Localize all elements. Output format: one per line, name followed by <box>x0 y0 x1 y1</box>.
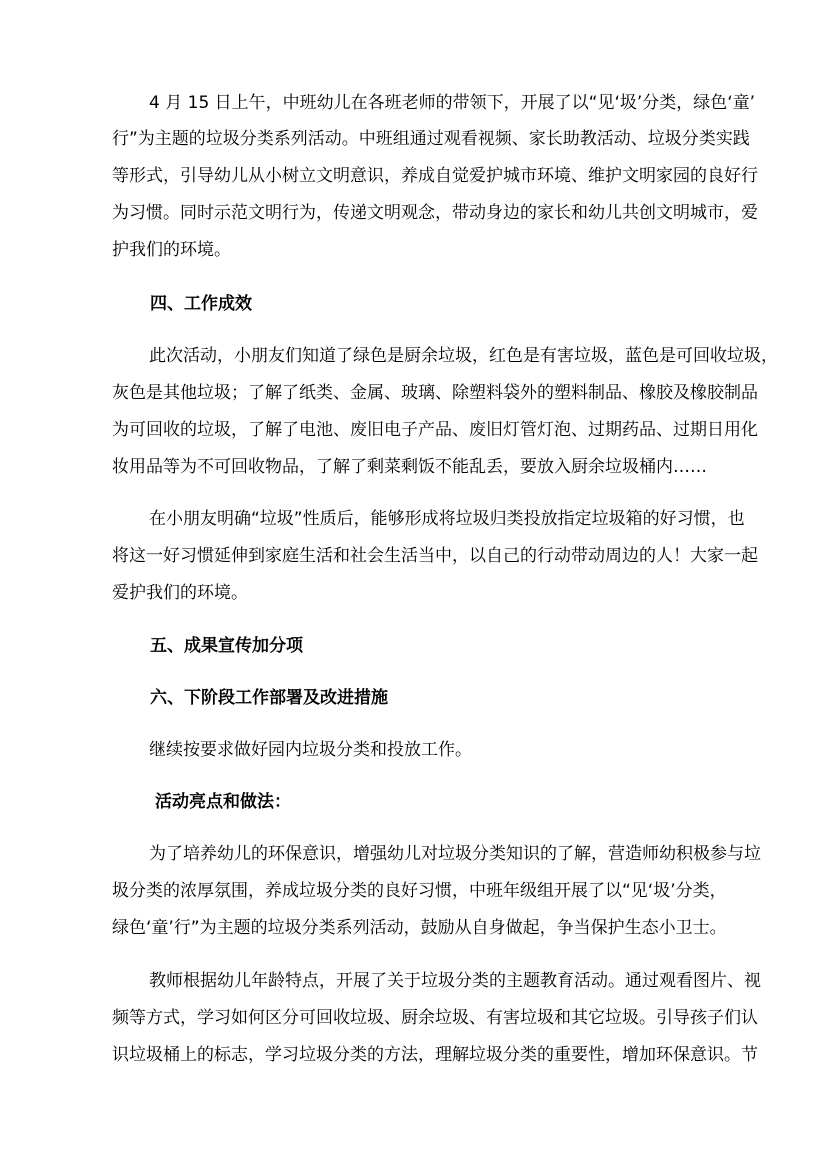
paragraph-line: 4 月 15 日上午，中班幼儿在各班老师的带领下，开展了以“见‘圾’分类，绿色‘童’ <box>149 93 756 113</box>
paragraph-line: 此次活动，小朋友们知道了绿色是厨余垃圾，红色是有害垃圾，蓝色是可回收垃圾， <box>149 346 778 366</box>
section-heading-publicity: 五、成果宣传加分项 <box>150 636 303 656</box>
paragraph-line: 识垃圾桶上的标志，学习垃圾分类的方法，理解垃圾分类的重要性，增加环保意识。节 <box>112 1045 758 1065</box>
paragraph-line: 为习惯。同时示范文明行为，传递文明观念，带动身边的家长和幼儿共创文明城市，爱 <box>112 203 758 223</box>
paragraph-line: 将这一好习惯延伸到家庭生活和社会生活当中，以自己的行动带动周边的人！大家一起 <box>112 546 758 566</box>
section-heading-next-steps: 六、下阶段工作部署及改进措施 <box>150 688 388 708</box>
paragraph-line: 爱护我们的环境。 <box>112 583 248 603</box>
paragraph-line: 灰色是其他垃圾；了解了纸类、金属、玻璃、除塑料袋外的塑料制品、橡胶及橡胶制品 <box>112 383 758 403</box>
paragraph-line: 妆用品等为不可回收物品，了解了剩菜剩饭不能乱丢，要放入厨余垃圾桶内…… <box>112 457 707 477</box>
paragraph-line: 继续按要求做好园内垃圾分类和投放工作。 <box>149 740 472 760</box>
section-heading-results: 四、工作成效 <box>150 294 252 314</box>
paragraph-line: 频等方式，学习如何区分可回收垃圾、厨余垃圾、有害垃圾和其它垃圾。引导孩子们认 <box>112 1008 758 1028</box>
paragraph-line: 等形式，引导幼儿从小树立文明意识，养成自觉爱护城市环境、维护文明家园的良好行 <box>112 166 758 186</box>
paragraph-line: 在小朋友明确“垃圾”性质后，能够形成将垃圾归类投放指定垃圾箱的好习惯，也 <box>149 509 745 529</box>
paragraph-line: 行”为主题的垃圾分类系列活动。中班组通过观看视频、家长助教活动、垃圾分类实践 <box>112 129 750 149</box>
paragraph-line: 为可回收的垃圾，了解了电池、废旧电子产品、废旧灯管灯泡、过期药品、过期日用化 <box>112 420 758 440</box>
paragraph-line: 绿色‘童’行”为主题的垃圾分类系列活动，鼓励从自身做起，争当保护生态小卫士。 <box>112 918 727 938</box>
paragraph-line: 护我们的环境。 <box>112 240 231 260</box>
section-heading-highlights: 活动亮点和做法： <box>155 792 291 812</box>
paragraph-line: 圾分类的浓厚氛围，养成垃圾分类的良好习惯，中班年级组开展了以“见‘圾’分类， <box>112 881 727 901</box>
paragraph-line: 教师根据幼儿年龄特点，开展了关于垃圾分类的主题教育活动。通过观看图片、视 <box>149 971 761 991</box>
paragraph-line: 为了培养幼儿的环保意识，增强幼儿对垃圾分类知识的了解，营造师幼积极参与垃 <box>149 844 761 864</box>
